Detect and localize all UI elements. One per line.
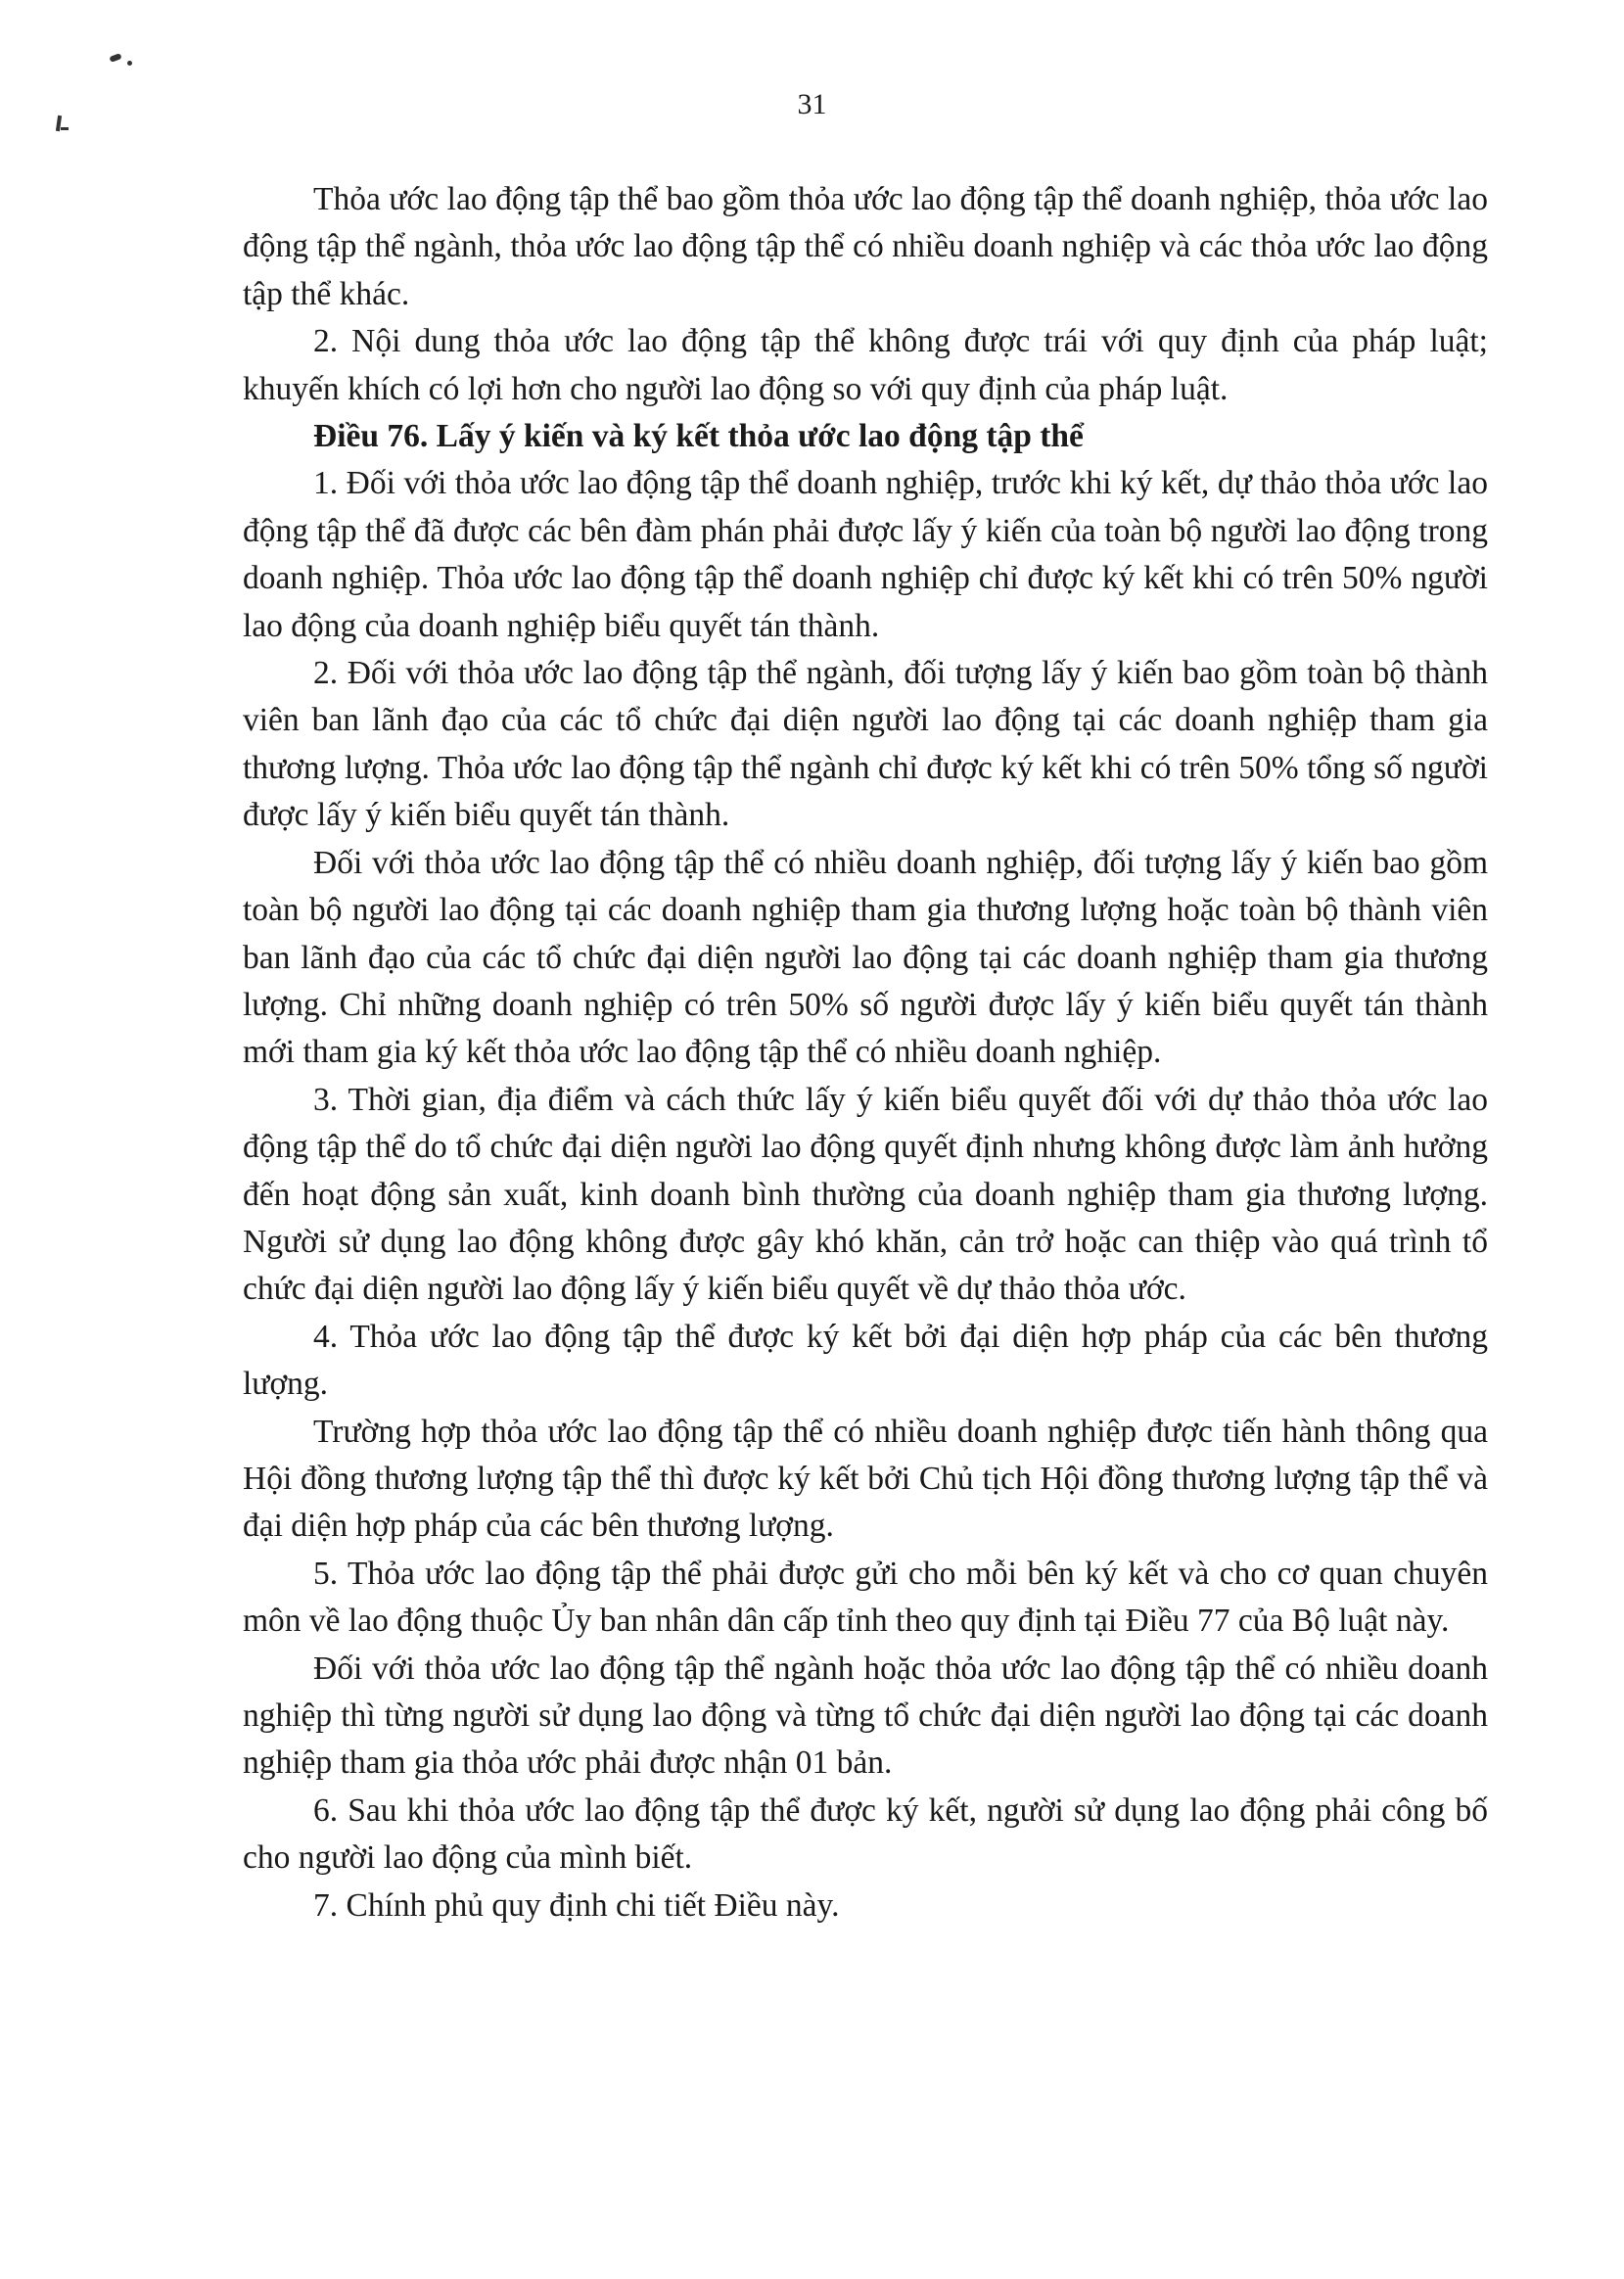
scan-speck: [61, 127, 69, 130]
page-number: 31: [797, 88, 827, 120]
paragraph: 2. Đối với thỏa ước lao động tập thể ngành, đối tượng lấy ý kiến bao gồm toàn bộ thành viên ban lãnh đạo của các tổ chức đại diện người lao động tại các doanh nghiệp tham gia thương lượng. Thỏa ước lao động tập thể ngành chỉ được ký kết khi có trên 50% tổng số người được lấy ý kiến biểu quyết tán thành.: [243, 655, 1488, 834]
paragraph: 3. Thời gian, địa điểm và cách thức lấy ý kiến biểu quyết đối với dự thảo thỏa ước lao động tập thể do tổ chức đại diện người lao động quyết định nhưng không được làm ảnh hưởng đến hoạt động sản xuất, kinh doanh bình thường của doanh nghiệp tham gia thương lượng. Người sử dụng lao động không được gây khó khăn, cản trở hoặc can thiệp vào quá trình tổ chức đại diện người lao động lấy ý kiến biểu quyết về dự thảo thỏa ước.: [243, 1081, 1488, 1308]
paragraph: 2. Nội dung thỏa ước lao động tập thể không được trái với quy định của pháp luật; khuyến khích có lợi hơn cho người lao động so với quy định của pháp luật.: [243, 323, 1488, 407]
document-body: [243, 176, 1488, 1930]
paragraph: 7. Chính phủ quy định chi tiết Điều này.: [313, 1886, 840, 1924]
article-heading: Điều 76. Lấy ý kiến và ký kết thỏa ước lao động tập thể: [313, 418, 1084, 455]
paragraph: 5. Thỏa ước lao động tập thể phải được gửi cho mỗi bên ký kết và cho cơ quan chuyên môn về lao động thuộc Ủy ban nhân dân cấp tỉnh theo quy định tại Điều 77 của Bộ luật này.: [243, 1555, 1488, 1640]
paragraph: 1. Đối với thỏa ước lao động tập thể doanh nghiệp, trước khi ký kết, dự thảo thỏa ước lao động tập thể đã được các bên đàm phán phải được lấy ý kiến của toàn bộ người lao động trong doanh nghiệp. Thỏa ước lao động tập thể doanh nghiệp chỉ được ký kết khi có trên 50% người lao động của doanh nghiệp biểu quyết tán thành.: [243, 465, 1488, 644]
paragraph: Thỏa ước lao động tập thể bao gồm thỏa ước lao động tập thể doanh nghiệp, thỏa ước lao động tập thể ngành, thỏa ước lao động tập thể có nhiều doanh nghiệp và các thỏa ước lao động tập thể khác.: [243, 181, 1488, 312]
paragraph: Đối với thỏa ước lao động tập thể ngành hoặc thỏa ước lao động tập thể có nhiều doanh nghiệp thì từng người sử dụng lao động và từng tổ chức đại diện người lao động tại các doanh nghiệp tham gia thỏa ước phải được nhận 01 bản.: [243, 1650, 1488, 1782]
paragraph: Trường hợp thỏa ước lao động tập thể có nhiều doanh nghiệp được tiến hành thông qua Hội đồng thương lượng tập thể thì được ký kết bởi Chủ tịch Hội đồng thương lượng tập thể và đại diện hợp pháp của các bên thương lượng.: [243, 1413, 1488, 1545]
paragraph: 6. Sau khi thỏa ước lao động tập thể được ký kết, người sử dụng lao động phải công bố cho người lao động của mình biết.: [243, 1791, 1488, 1877]
scan-speck: [109, 53, 121, 63]
scan-speck: [127, 61, 132, 66]
paragraph: Đối với thỏa ước lao động tập thể có nhiều doanh nghiệp, đối tượng lấy ý kiến bao gồm toàn bộ người lao động tại các doanh nghiệp tham gia thương lượng hoặc toàn bộ thành viên ban lãnh đạo của các tổ chức đại diện người lao động tại các doanh nghiệp tham gia thương lượng. Chỉ những doanh nghiệp có trên 50% số người được lấy ý kiến biểu quyết tán thành mới tham gia ký kết thỏa ước lao động tập thể có nhiều doanh nghiệp.: [243, 844, 1488, 1071]
paragraph: 4. Thỏa ước lao động tập thể được ký kết bởi đại diện hợp pháp của các bên thương lượng.: [243, 1318, 1488, 1403]
